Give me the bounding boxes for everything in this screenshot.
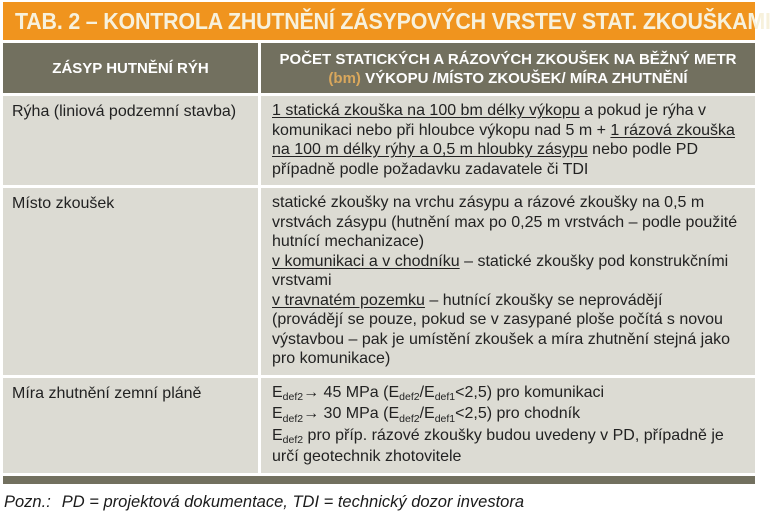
text-segment: def2: [282, 434, 304, 446]
text-segment: (bm): [328, 70, 361, 87]
text-segment: E: [272, 426, 283, 444]
paragraph: [272, 310, 745, 369]
text-segment: def1: [434, 412, 456, 425]
text-segment: nebo podle PD případně podle požadavku zadavatele či TDI: [272, 141, 699, 178]
table-title: TAB. 2 – KONTROLA ZHUTNĚNÍ ZÁSYPOVÝCH VRSTEV STAT. ZKOUŠKAMI: [15, 7, 771, 34]
paragraph: [272, 383, 745, 405]
paragraph: [272, 101, 745, 179]
row-content-ryha: [261, 96, 755, 185]
text-segment: pro příp. rázové zkoušky budou uvedeny v PD, případně je určí geotechnik zhotovitele: [272, 426, 724, 465]
paragraph: [272, 404, 745, 426]
text-segment: def2: [282, 391, 304, 403]
text-segment: – statické zkoušky pod konstrukčními vrstvami: [272, 252, 729, 289]
footnote-label: Pozn.:: [4, 492, 51, 511]
text-segment: <2,5) pro komunikaci: [455, 383, 605, 401]
row-content-mira-zhutneni: [261, 378, 755, 473]
text-segment: 1 statická zkouška na 100 bm délky výkopu: [272, 102, 580, 119]
row-content-misto-zkousek: [261, 188, 755, 375]
header-cell-zasyp-hutneni-ryh: ZÁSYP HUTNĚNÍ RÝH: [3, 43, 258, 93]
text-segment: v komunikaci a v chodníku: [272, 252, 460, 270]
text-segment: /E: [419, 405, 435, 422]
table-header-row: [3, 43, 755, 93]
text-segment: def1: [434, 391, 456, 403]
text-segment: def2: [282, 412, 304, 425]
row-label-mira-zhutneni: Míra zhutnění zemní pláně: [3, 378, 258, 473]
paragraph: [272, 426, 745, 467]
footnote: [3, 493, 755, 512]
text-segment: 1 rázová zkouška na 100 m délky rýhy a 0,5 m hloubky zásypu: [272, 121, 735, 158]
row-label-misto-zkousek: Místo zkoušek: [3, 188, 258, 375]
paragraph: [272, 252, 745, 291]
text-segment: (provádějí se pouze, pokud se v zasypané ploše počítá s novou výstavbou – pak je umístění zkoušek a míra zhutnění stejná jako pro komunikace): [272, 311, 731, 367]
text-segment: E: [272, 383, 283, 401]
text-segment: /E: [419, 383, 435, 401]
text-segment: – hutnící zkoušky se neprovádějí: [424, 291, 663, 309]
row-label-ryha: Rýha (liniová podzemní stavba): [3, 96, 258, 185]
paragraph: [272, 193, 745, 252]
text-segment: def2: [399, 391, 420, 403]
table-bottom-bar: [3, 476, 755, 484]
text-segment: <2,5) pro chodník: [455, 405, 581, 422]
table-row-mira-zhutneni: [3, 378, 755, 473]
text-segment: POČET STATICKÝCH A RÁZOVÝCH ZKOUŠEK NA BĚŽNÝ METR: [279, 51, 737, 68]
footnote-text: PD = projektová dokumentace, TDI = technický dozor investora: [61, 492, 525, 511]
table: [3, 43, 755, 484]
paragraph: [272, 291, 745, 311]
table-row-misto-zkousek: [3, 188, 755, 375]
text-segment: a pokud je rýha v komunikaci nebo při hloubce výkopu nad 5 m +: [272, 102, 707, 139]
text-segment: statické zkoušky na vrchu zásypu a rázové zkoušky na 0,5 m vrstvách zásypu (hutnění max po 0,25 m vrstvách – podle použité hutnící mechanizace): [272, 194, 738, 250]
text-segment: → 45 MPa (E: [303, 383, 400, 401]
text-segment: v travnatém pozemku: [272, 291, 425, 309]
text-segment: VÝKOPU /MÍSTO ZKOUŠEK/ MÍRA ZHUTNĚNÍ: [360, 70, 688, 87]
table-title-bar: [3, 2, 771, 40]
text-segment: → 30 MPa (E: [303, 405, 400, 422]
header-text: [271, 50, 745, 88]
text-segment: def2: [399, 412, 420, 425]
table-row-ryha: [3, 96, 755, 185]
text-segment: E: [272, 405, 283, 422]
header-cell-pocet-zkousek: [261, 43, 755, 93]
